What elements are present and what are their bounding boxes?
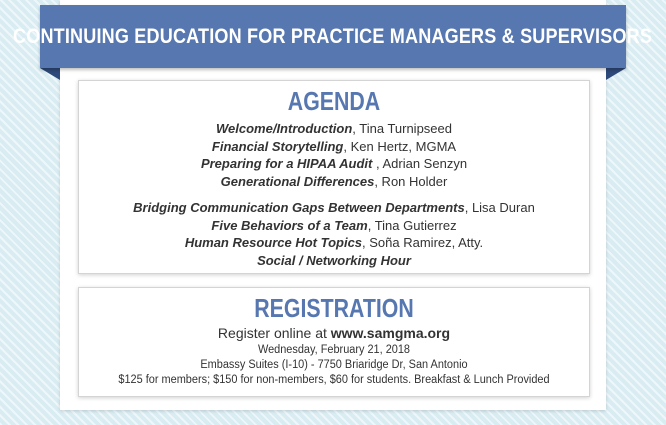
agenda-topic: Bridging Communication Gaps Between Departments [133,200,465,215]
agenda-topic: Financial Storytelling [211,138,344,154]
agenda-speaker: , Ken Hertz, MGMA [343,138,457,154]
registration-title: REGISTRATION [254,293,414,323]
event-venue: Embassy Suites (I-10) - 7750 Briaridge Dr, San Antonio [200,359,468,371]
agenda-topic: Generational Differences [220,173,375,189]
agenda-section [78,80,590,274]
agenda-speaker: , Tina Turnipseed [352,121,452,136]
agenda-item [79,155,589,173]
agenda-item [79,217,589,235]
agenda-item [79,199,589,217]
event-date: Wednesday, February 21, 2018 [257,344,411,356]
agenda-item [79,234,589,252]
page-title: CONTINUING EDUCATION FOR PRACTICE MANAGERS & SUPERVISORS [13,24,653,48]
agenda-topic: Welcome/Introduction [216,121,353,136]
agenda-speaker: , Adrian Senzyn [372,156,468,171]
agenda-speaker: , Ron Holder [374,173,448,189]
agenda-item [79,138,589,156]
event-pricing: $125 for members; $150 for non-members, $60 for students. Breakfast & Lunch Provided [118,374,550,386]
agenda-item [79,120,589,138]
agenda-speaker: , Lisa Duran [464,200,535,215]
registration-section [78,287,590,397]
header-banner [13,5,653,68]
agenda-topic: Five Behaviors of a Team [211,217,368,233]
agenda-list [79,120,589,269]
agenda-speaker: , Soña Ramirez, Atty. [362,235,484,250]
agenda-item [79,252,589,270]
registration-url-link[interactable]: www.samgma.org [330,325,451,341]
register-online-line [79,324,589,343]
banner-fold-left [40,68,60,80]
agenda-topic: Social / Networking Hour [257,252,411,268]
agenda-item [79,173,589,191]
agenda-topic: Human Resource Hot Topics [184,235,363,250]
agenda-topic: Preparing for a HIPAA Audit [200,156,373,171]
banner-fold-right [606,68,626,80]
agenda-speaker: , Tina Gutierrez [367,217,457,233]
register-online-prefix: Register online at [217,325,327,341]
agenda-title: AGENDA [287,86,381,116]
